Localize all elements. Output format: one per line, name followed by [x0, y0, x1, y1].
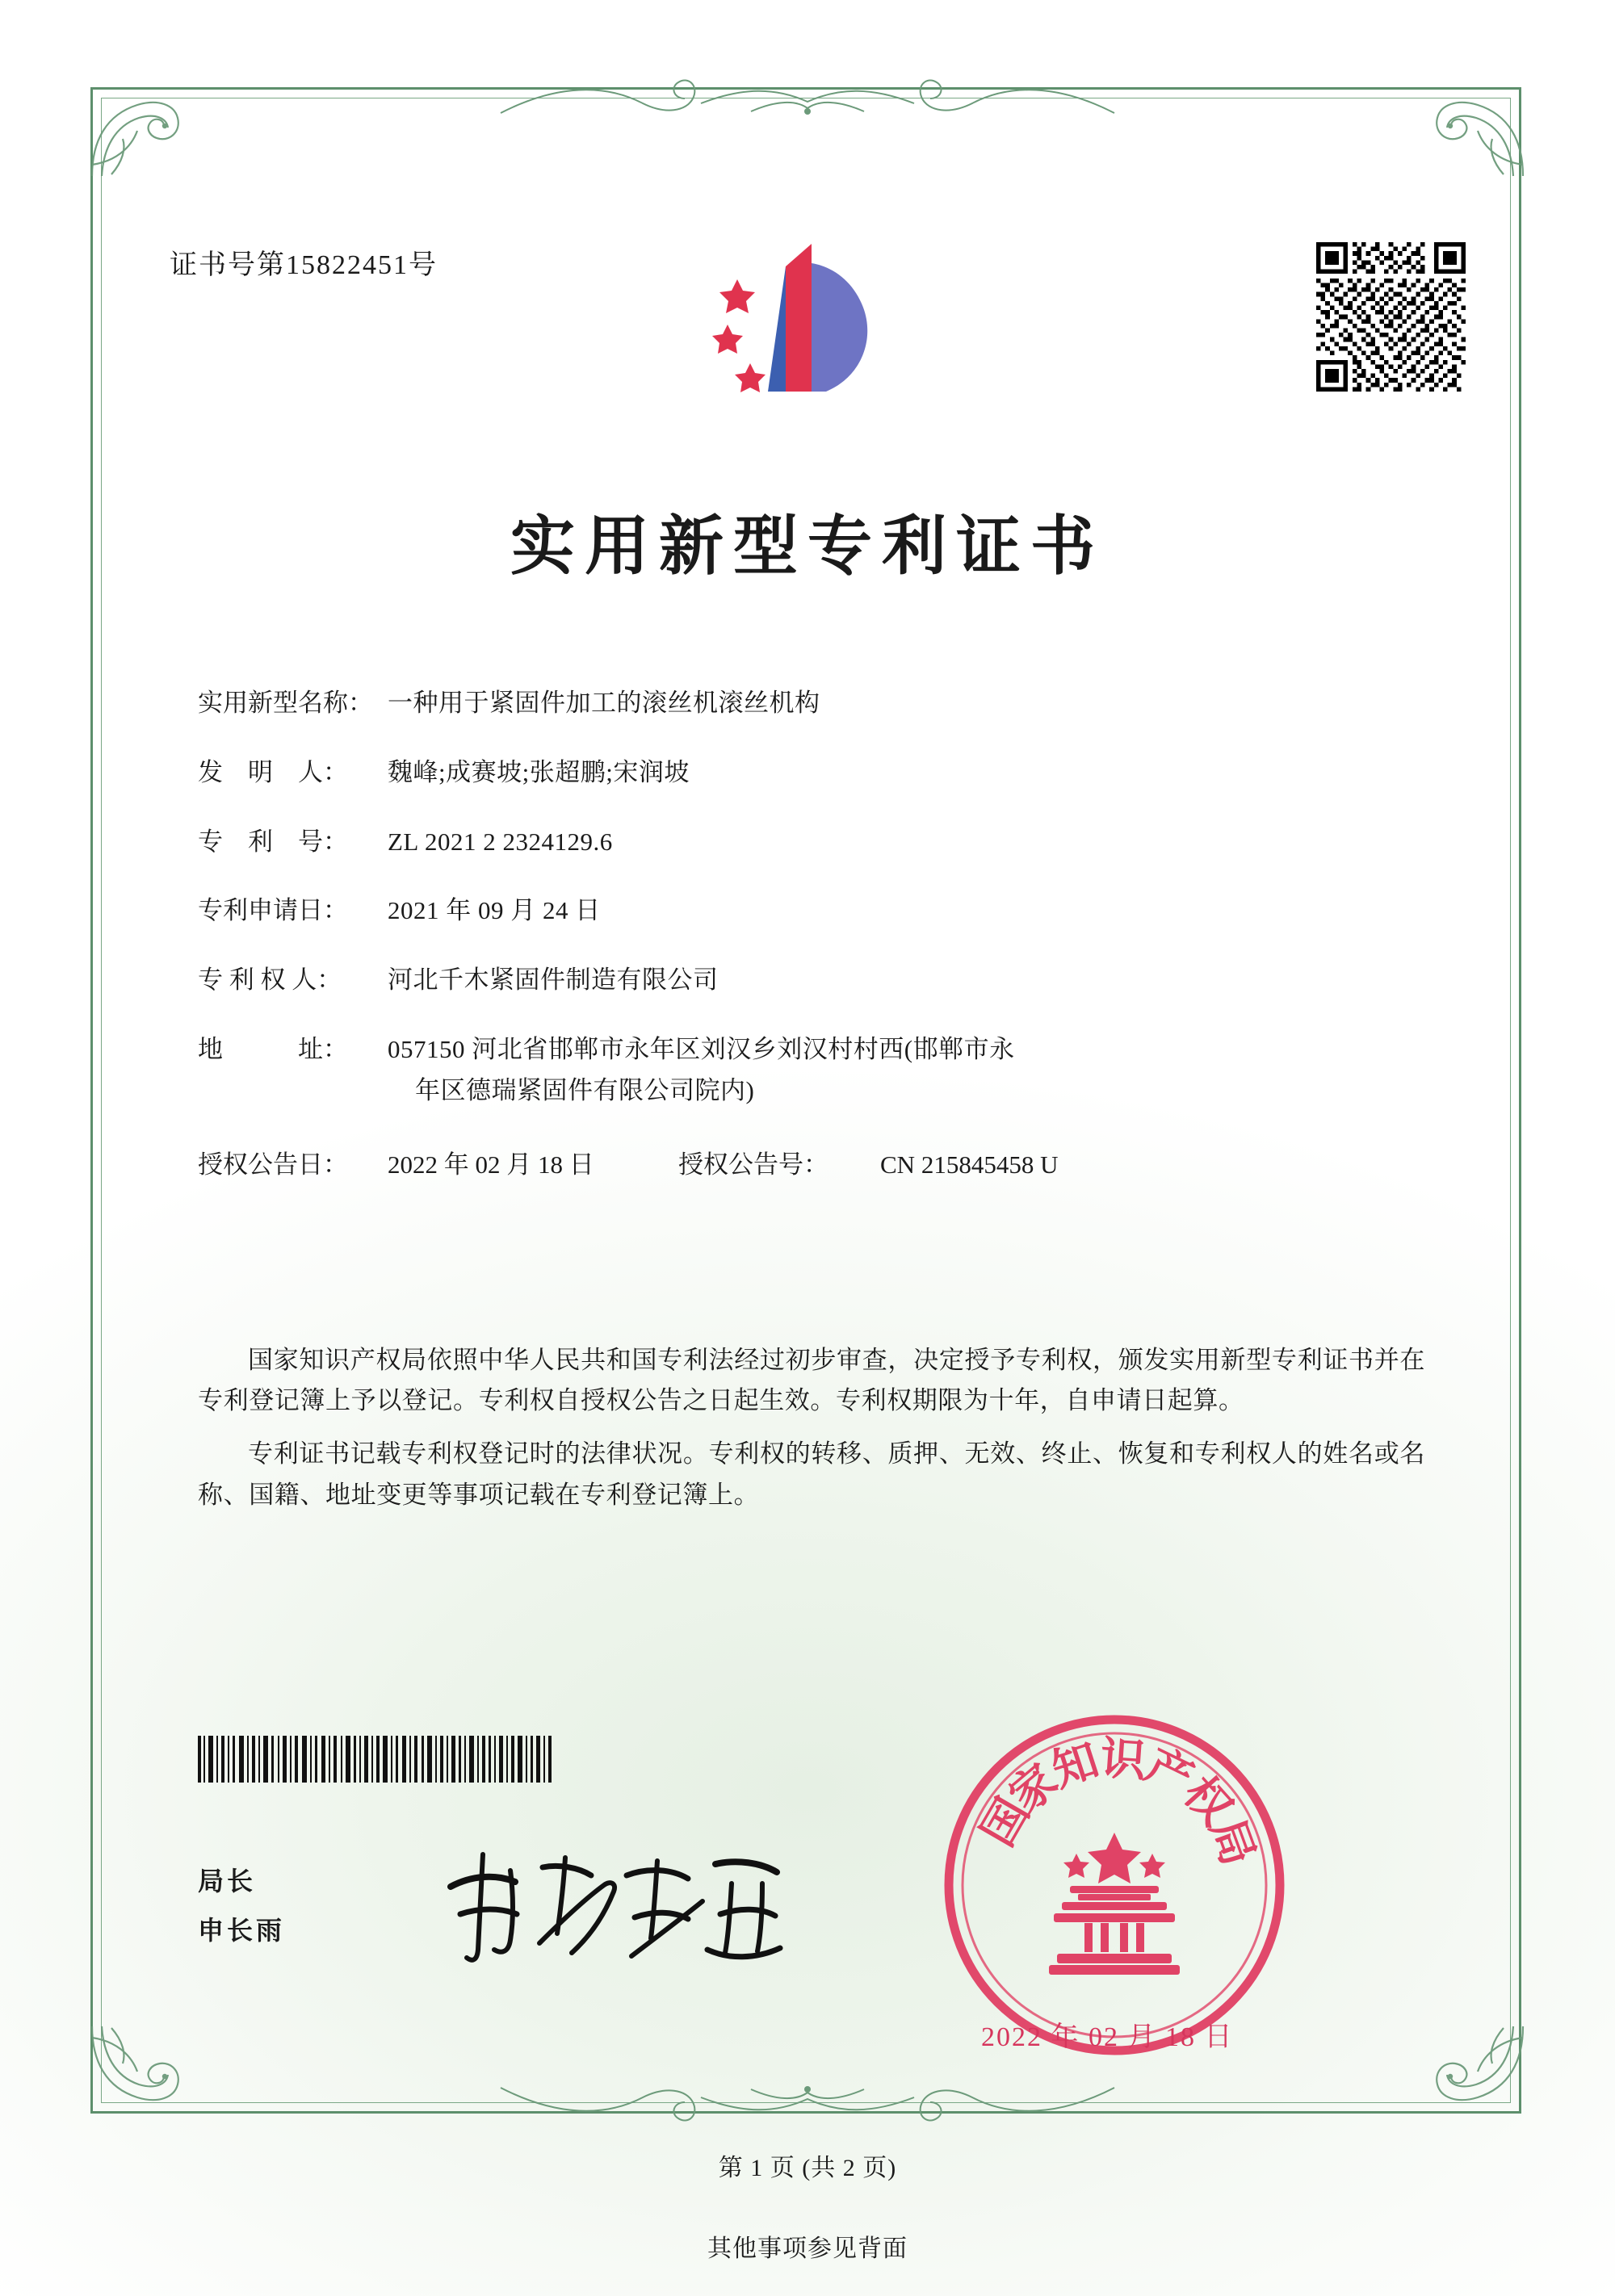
field-row-address [198, 1034, 1425, 1107]
field-value: 河北千木紧固件制造有限公司 [388, 966, 719, 994]
field-value: 一种用于紧固件加工的滚丝机滚丝机构 [388, 689, 820, 717]
svg-text:知: 知 [1046, 1735, 1105, 1797]
field-label: 发 明 人： [198, 757, 348, 786]
bottom-flourish-ornament-icon [484, 2073, 1130, 2130]
field-row-inventors [198, 757, 1425, 789]
corner-ornament-icon [87, 84, 208, 181]
page-title: 实用新型专利证书 [510, 512, 1105, 583]
grant-number-label: 授权公告号： [678, 1150, 828, 1179]
field-row-application-date [198, 895, 1425, 927]
corner-ornament-icon [87, 2022, 208, 2118]
field-value: ZL 2021 2 2324129.6 [388, 827, 613, 856]
address-line-2: 年区德瑞紧固件有限公司院内) [415, 1075, 755, 1104]
paragraph-1: 国家知识产权局依照中华人民共和国专利法经过初步审查，决定授予专利权，颁发实用新型专利证书并在专利登记簿上予以登记。专利权自授权公告之日起生效。专利权期限为十年，自申请日起算。 [198, 1346, 1425, 1415]
page-indicator: 第 1 页 (共 2 页) [718, 2155, 897, 2181]
field-list [198, 688, 1425, 1180]
svg-text:权: 权 [1173, 1767, 1241, 1835]
director-title: 局长 [198, 1867, 257, 1896]
field-row-name [198, 688, 1425, 719]
field-label: 专 利 权 人： [198, 966, 342, 994]
barcode [198, 1736, 610, 1783]
field-label: 专利申请日： [198, 896, 348, 925]
field-row-patentee [198, 965, 1425, 996]
cnipa-logo-icon [690, 234, 892, 412]
top-flourish-ornament-icon [484, 71, 1130, 128]
qr-code [1316, 242, 1466, 392]
seal-date: 2022 年 02 月 18 日 [981, 2022, 1234, 2052]
svg-text:家: 家 [1000, 1755, 1068, 1824]
field-label: 实用新型名称： [198, 689, 373, 717]
field-label: 专 利 号： [198, 827, 348, 856]
grant-number-value: CN 215845458 U [880, 1150, 1059, 1179]
svg-text:产: 产 [1138, 1740, 1201, 1805]
field-label: 地 址： [198, 1034, 348, 1063]
field-value: 2021 年 09 月 24 日 [388, 896, 601, 925]
grant-date-label: 授权公告日： [198, 1150, 348, 1179]
address-line-1: 057150 河北省邯郸市永年区刘汉乡刘汉村村西(邯郸市永 [388, 1034, 1015, 1063]
legal-text [198, 1340, 1425, 1528]
back-note: 其他事项参见背面 [707, 2235, 908, 2262]
svg-text:国: 国 [972, 1790, 1039, 1855]
director-name: 申长雨 [198, 1915, 286, 1945]
corner-ornament-icon [1407, 84, 1528, 181]
corner-ornament-icon [1407, 2022, 1528, 2118]
field-value [388, 1034, 1425, 1107]
official-red-seal [941, 1712, 1288, 2059]
paragraph-2: 专利证书记载专利权登记时的法律状况。专利权的转移、质押、无效、终止、恢复和专利权人的姓名或名称、国籍、地址变更等事项记载在专利登记簿上。 [198, 1439, 1425, 1509]
field-value: 魏峰;成赛坡;张超鹏;宋润坡 [388, 757, 690, 786]
svg-text:识: 识 [1098, 1733, 1147, 1787]
field-row-grant [198, 1144, 1425, 1180]
svg-text:局: 局 [1200, 1812, 1264, 1872]
handwritten-signature-icon [436, 1837, 799, 1974]
field-row-patent-number [198, 827, 1425, 858]
grant-date-value: 2022 年 02 月 18 日 [388, 1150, 594, 1179]
signature-labels [198, 1857, 285, 1955]
certificate-number: 证书号第15822451号 [170, 250, 438, 280]
